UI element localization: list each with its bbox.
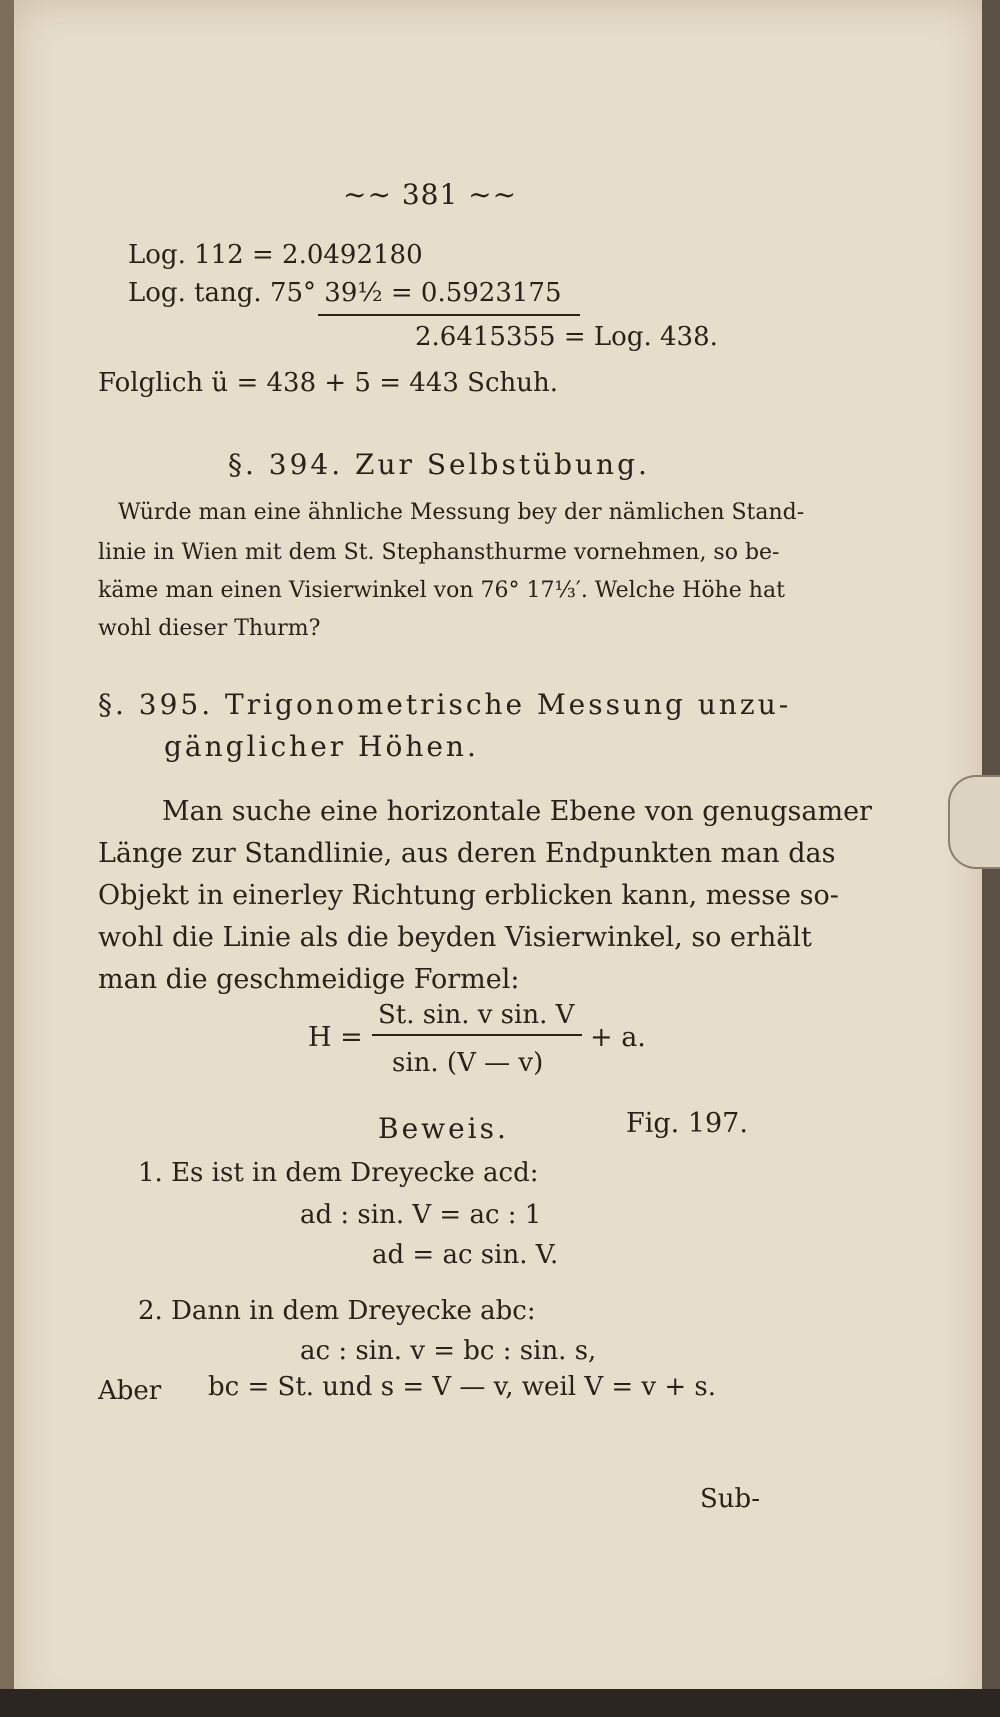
sum-rule [318,314,580,316]
sec395-line-3: Objekt in einerley Richtung erblicken kann, messe so- [98,880,839,911]
formula-numerator: St. sin. v sin. V [378,1000,575,1030]
page-number-header [343,178,517,211]
calc-result: Folglich ü = 438 + 5 = 443 Schuh. [98,368,559,398]
catchword: Sub- [700,1484,760,1514]
ornament-right: ∼∼ [458,178,518,211]
sec394-line-1: Würde man eine ähnliche Messung bey der nämlichen Stand- [118,500,805,525]
figure-reference: Fig. 197. [626,1108,748,1139]
section-394-heading: §. 394. Zur Selbstübung. [228,448,650,481]
calc-line-3: 2.6415355 = Log. 438. [415,322,718,352]
section-395-heading-2: gänglicher Höhen. [164,730,479,763]
section-395-heading-1: §. 395. Trigonometrische Messung unzu- [98,688,792,721]
formula-lhs: H = [308,1022,363,1053]
sec395-line-2: Länge zur Standlinie, aus deren Endpunkten man das [98,838,836,869]
sec395-line-1: Man suche eine horizontale Ebene von genugsamer [162,796,872,827]
aber-equation: bc = St. und s = V — v, weil V = v + s. [208,1372,717,1402]
page-clip-tab [948,775,1000,869]
proof-heading: Beweis. [378,1112,509,1145]
ornament-left: ∼∼ [343,178,402,211]
sec394-line-4: wohl dieser Thurm? [98,616,321,641]
page-edge-left [0,0,14,1717]
bottom-shadow [0,1689,1000,1717]
proof-step-1: 1. Es ist in dem Dreyecke acd: [138,1158,539,1188]
aber-label: Aber [98,1376,162,1406]
sec394-line-3: käme man einen Visierwinkel von 76° 17⅓′. Welche Höhe hat [98,578,785,603]
proof-step-1-eq-2: ad = ac sin. V. [372,1240,559,1270]
sec395-line-5: man die geschmeidige Formel: [98,964,520,995]
sec394-line-2: linie in Wien mit dem St. Stephansthurme vornehmen, so be- [98,540,780,565]
calc-line-2: Log. tang. 75° 39½ = 0.5923175 [128,278,562,308]
calc-line-1: Log. 112 = 2.0492180 [128,240,423,270]
formula-denominator: sin. (V — v) [392,1048,544,1078]
page-number: 381 [401,178,459,211]
fraction-bar [372,1034,582,1036]
sec395-line-4: wohl die Linie als die beyden Visierwinkel, so erhält [98,922,812,953]
proof-step-2-eq-1: ac : sin. v = bc : sin. s, [300,1336,597,1366]
formula-rhs: + a. [590,1022,646,1053]
proof-step-2: 2. Dann in dem Dreyecke abc: [138,1296,536,1326]
proof-step-1-eq-1: ad : sin. V = ac : 1 [300,1200,542,1230]
